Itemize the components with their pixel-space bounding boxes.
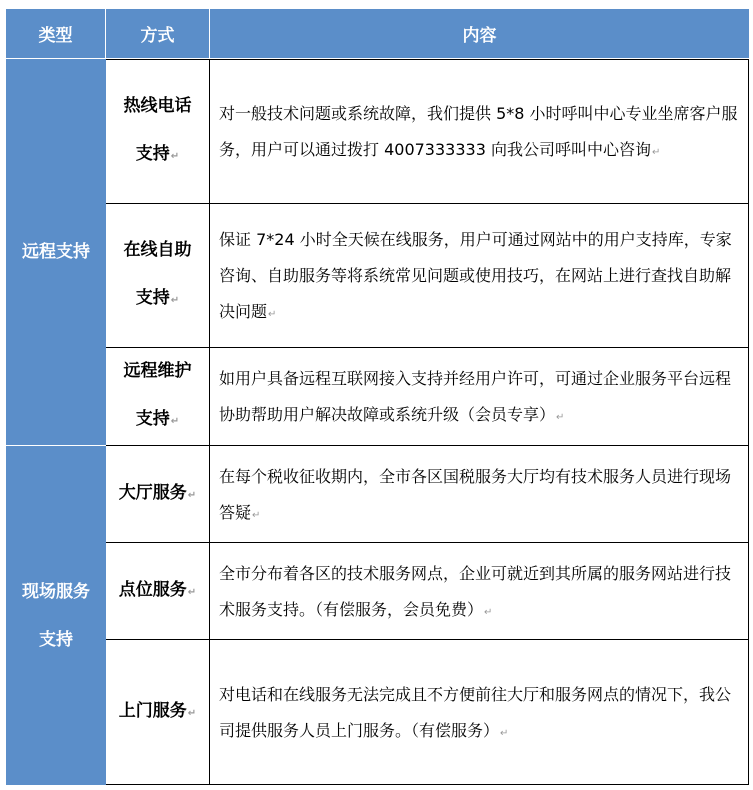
content-text: 对电话和在线服务无法完成且不方便前往大厅和服务网点的情况下，我公司提供服务人员上门服务。（有偿服务）↵ bbox=[219, 684, 732, 740]
return-arrow-icon: ↵ bbox=[187, 489, 197, 501]
method-label: 上门服务↵ bbox=[118, 700, 197, 721]
content-online-self-help bbox=[210, 204, 749, 348]
return-arrow-icon: ↵ bbox=[268, 309, 277, 320]
return-arrow-icon: ↵ bbox=[170, 151, 180, 162]
method-label: 在线自助支持↵ bbox=[123, 240, 192, 308]
content-hotline bbox=[210, 60, 749, 204]
content-text: 如用户具备远程互联网接入支持并经用户许可，可通过企业服务平台远程协助帮助用户解决故障或系统升级（会员专享）↵ bbox=[219, 369, 732, 424]
method-onsite-visit bbox=[106, 640, 210, 785]
return-arrow-icon: ↵ bbox=[170, 295, 180, 306]
return-arrow-icon: ↵ bbox=[500, 727, 509, 739]
return-arrow-icon: ↵ bbox=[170, 416, 180, 427]
return-arrow-icon: ↵ bbox=[252, 509, 261, 521]
return-arrow-icon: ↵ bbox=[651, 147, 661, 158]
header-type: 类型 bbox=[6, 9, 106, 59]
content-text: 对一般技术问题或系统故障，我们提供 5*8 小时呼叫中心专业坐席客户服务，用户可以通过拨打 4007333333 向我公司呼叫中心咨询↵ bbox=[219, 104, 738, 159]
header-method: 方式 bbox=[106, 9, 210, 59]
return-arrow-icon: ↵ bbox=[187, 707, 197, 719]
method-remote-maintenance bbox=[106, 348, 210, 446]
method-label: 点位服务↵ bbox=[118, 579, 197, 600]
content-text: 全市分布着各区的技术服务网点，企业可就近到其所属的服务网站进行技术服务支持。（有偿服务，会员免费）↵ bbox=[219, 563, 732, 619]
content-text: 在每个税收征收期内，全市各区国税服务大厅均有技术服务人员进行现场答疑↵ bbox=[219, 466, 732, 522]
method-online-self-help bbox=[106, 204, 210, 348]
type-label: 远程支持 bbox=[22, 242, 90, 262]
method-label: 热线电话支持↵ bbox=[123, 96, 192, 164]
content-point-service bbox=[210, 543, 749, 640]
type-onsite-support bbox=[6, 446, 106, 785]
method-hall-service bbox=[106, 446, 210, 543]
content-text: 保证 7*24 小时全天候在线服务，用户可通过网站中的用户支持库，专家咨询、自助服务等将系统常见问题或使用技巧，在网站上进行查找自助解决问题↵ bbox=[219, 230, 732, 321]
type-label: 现场服务支持 bbox=[22, 581, 90, 650]
return-arrow-icon: ↵ bbox=[484, 606, 493, 618]
method-point-service bbox=[106, 543, 210, 640]
type-remote-support bbox=[6, 59, 106, 446]
return-arrow-icon: ↵ bbox=[556, 412, 565, 423]
return-arrow-icon: ↵ bbox=[187, 586, 197, 598]
service-table bbox=[6, 9, 749, 785]
content-hall-service bbox=[210, 446, 749, 543]
method-hotline bbox=[106, 60, 210, 204]
method-label: 远程维护支持↵ bbox=[123, 361, 192, 429]
header-content: 内容 bbox=[210, 9, 749, 59]
content-onsite-visit bbox=[210, 640, 749, 785]
method-label: 大厅服务↵ bbox=[118, 482, 197, 503]
content-remote-maintenance bbox=[210, 348, 749, 446]
